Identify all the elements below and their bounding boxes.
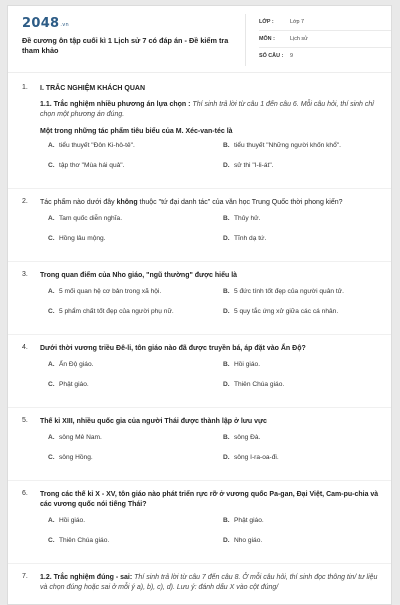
option-d[interactable] [223, 162, 274, 169]
option-a[interactable] [48, 142, 135, 149]
question-7 [8, 573, 391, 593]
option-b[interactable] [223, 361, 260, 368]
question-2 [8, 198, 391, 255]
option-b[interactable] [223, 215, 260, 222]
question-list [8, 84, 391, 593]
question-number: 1. [22, 84, 28, 91]
option-d[interactable] [223, 381, 284, 388]
option-text: 5 mối quan hệ cơ bản trong xã hội. [59, 288, 162, 295]
option-a[interactable] [48, 288, 161, 295]
option-letter: A. [48, 288, 55, 295]
stem-part: Tác phẩm nào dưới đây [40, 199, 117, 206]
option-text: tiểu thuyết "Những người khốn khổ". [234, 142, 341, 149]
meta-subject [259, 31, 392, 48]
option-letter: C. [48, 454, 55, 461]
option-text: Phật giáo. [59, 381, 89, 388]
question-stem: Trong quan điểm của Nho giáo, "ngũ thường" được hiểu là [40, 272, 238, 279]
option-a[interactable] [48, 215, 122, 222]
option-letter: B. [223, 361, 230, 368]
question-stem: Dưới thời vương triều Đê-li, tôn giáo nào đã được truyền bá, áp đặt vào Ấn Độ? [40, 345, 306, 352]
option-d[interactable] [223, 537, 262, 544]
option-letter: C. [48, 537, 55, 544]
question-divider [8, 480, 391, 481]
option-text: 5 quy tắc ứng xử giữa các cá nhân. [234, 308, 339, 315]
meta-value: Lớp 7 [290, 19, 305, 25]
document-page [7, 5, 392, 605]
question-stem [40, 198, 381, 208]
option-row [40, 517, 381, 537]
option-letter: A. [48, 434, 55, 441]
option-text: sông Hồng. [59, 454, 93, 461]
option-c[interactable] [48, 235, 106, 242]
option-text: Hồng lâu mộng. [59, 235, 106, 242]
option-letter: D. [223, 537, 230, 544]
question-number: 6. [22, 490, 28, 497]
question-number: 4. [22, 344, 28, 351]
question-divider [8, 563, 391, 564]
option-text: sử thi "I-li-át". [234, 162, 274, 169]
header-divider [8, 72, 391, 73]
option-text: Thủy hử. [234, 215, 261, 222]
option-text: Tĩnh dạ tứ. [234, 235, 267, 242]
question-5 [8, 417, 391, 474]
option-text: 5 đức tính tốt đẹp của người quân tử. [234, 288, 344, 295]
option-d[interactable] [223, 308, 338, 315]
option-row [40, 142, 381, 162]
section-title: I. TRẮC NGHIỆM KHÁCH QUAN [40, 85, 145, 92]
options [40, 361, 381, 401]
option-row [40, 235, 381, 255]
option-a[interactable] [48, 434, 102, 441]
subsection-instruction [40, 100, 381, 120]
option-letter: D. [223, 308, 230, 315]
option-row [40, 308, 381, 328]
site-logo[interactable] [22, 16, 69, 31]
option-letter: D. [223, 162, 230, 169]
option-letter: B. [223, 434, 230, 441]
option-text: Hồi giáo. [59, 517, 86, 524]
option-letter: D. [223, 381, 230, 388]
option-text: Tam quốc diễn nghĩa. [59, 215, 123, 222]
option-text: Ấn Độ giáo. [59, 361, 94, 368]
option-letter: B. [223, 517, 230, 524]
document-meta [245, 14, 392, 66]
option-row [40, 434, 381, 454]
meta-value: Lịch sử [290, 36, 308, 42]
logo-suffix: .vn [60, 22, 70, 28]
question-stem: Một trong những tác phẩm tiêu biểu của M. Xéc-van-téc là [40, 128, 233, 135]
option-row [40, 162, 381, 182]
option-text: tập thơ "Mùa hái quả". [59, 162, 125, 169]
stem-part: thuộc "tứ đại danh tác" của văn học Trung Quốc thời phong kiến? [137, 199, 343, 206]
option-letter: C. [48, 308, 55, 315]
option-letter: A. [48, 142, 55, 149]
option-row [40, 288, 381, 308]
option-a[interactable] [48, 361, 93, 368]
question-4 [8, 344, 391, 401]
option-c[interactable] [48, 308, 174, 315]
options [40, 288, 381, 328]
subsection-title: 1.1. Trắc nghiệm nhiều phương án lựa chọn : [40, 101, 191, 108]
question-divider [8, 261, 391, 262]
option-row [40, 361, 381, 381]
option-letter: B. [223, 215, 230, 222]
option-c[interactable] [48, 537, 109, 544]
question-number: 3. [22, 271, 28, 278]
option-d[interactable] [223, 454, 279, 461]
option-text: tiểu thuyết "Đôn Ki-hô-tê". [59, 142, 135, 149]
option-letter: C. [48, 162, 55, 169]
meta-count [259, 48, 392, 64]
question-number: 2. [22, 198, 28, 205]
logo-text: 2048 [22, 16, 60, 31]
option-b[interactable] [223, 434, 260, 441]
question-3 [8, 271, 391, 328]
option-text: 5 phẩm chất tốt đẹp của người phụ nữ. [59, 308, 174, 315]
option-b[interactable] [223, 288, 344, 295]
meta-key: SỐ CÂU : [259, 53, 284, 59]
option-row [40, 381, 381, 401]
option-c[interactable] [48, 454, 93, 461]
document-title: Đề cương ôn tập cuối kì 1 Lịch sử 7 có đáp án - Đề kiểm tra tham khảo [22, 36, 229, 55]
option-text: Thiên Chúa giáo. [234, 381, 285, 388]
option-b[interactable] [223, 142, 341, 149]
option-c[interactable] [48, 381, 89, 388]
document-header [8, 6, 391, 68]
option-letter: D. [223, 235, 230, 242]
question-1 [8, 84, 391, 182]
meta-key: LỚP : [259, 19, 274, 25]
option-letter: C. [48, 381, 55, 388]
options [40, 142, 381, 182]
option-d[interactable] [223, 235, 266, 242]
option-text: Thiên Chúa giáo. [59, 537, 110, 544]
question-stem [40, 573, 381, 593]
option-letter: A. [48, 517, 55, 524]
meta-class [259, 14, 392, 31]
stem-emphasis: không [116, 199, 138, 206]
instruction-text: Thí sinh trả lời từ câu 7 đến câu 8. Ở mỗi câu hỏi, thí sinh đọc thông tin/ tư liệu và chọn đúng hoặc sai ở mỗi ý a), b), c), d). Lưu ý: đánh dấu X vào cột đúng/ [40, 574, 378, 591]
option-a[interactable] [48, 517, 85, 524]
meta-key: MÔN : [259, 36, 275, 42]
option-text: Nho giáo. [234, 537, 263, 544]
option-row [40, 454, 381, 474]
meta-value: 9 [290, 53, 293, 59]
options [40, 517, 381, 557]
option-text: sông Đà. [234, 434, 261, 441]
question-6 [8, 490, 391, 557]
question-stem: Trong các thế kỉ X - XV, tôn giáo nào phát triển rực rỡ ở vương quốc Pa-gan, Đại Việt, Cam-pu-chia và các vương quốc nói tiếng Thái? [40, 491, 379, 508]
subsection-title: 1.2. Trắc nghiệm đúng - sai: [40, 574, 133, 581]
option-text: sông Mê Nam. [59, 434, 102, 441]
options [40, 434, 381, 474]
option-letter: C. [48, 235, 55, 242]
option-letter: B. [223, 142, 230, 149]
option-row [40, 537, 381, 557]
question-number: 5. [22, 417, 28, 424]
question-divider [8, 334, 391, 335]
option-letter: A. [48, 215, 55, 222]
option-letter: A. [48, 361, 55, 368]
option-c[interactable] [48, 162, 124, 169]
question-divider [8, 407, 391, 408]
question-divider [8, 188, 391, 189]
option-row [40, 215, 381, 235]
option-text: sông I-ra-oa-đi. [234, 454, 279, 461]
question-stem: Thế kỉ XIII, nhiều quốc gia của người Thái được thành lập ở lưu vực [40, 418, 267, 425]
option-letter: D. [223, 454, 230, 461]
option-text: Hồi giáo. [234, 361, 261, 368]
options [40, 215, 381, 255]
instruction-text: Thí sinh trả lời từ câu 1 đến câu 6. Mỗi câu hỏi, thí sinh chỉ chọn một phương án đúng. [40, 101, 374, 118]
question-number: 7. [22, 573, 28, 580]
option-b[interactable] [223, 517, 264, 524]
option-letter: B. [223, 288, 230, 295]
option-text: Phật giáo. [234, 517, 264, 524]
